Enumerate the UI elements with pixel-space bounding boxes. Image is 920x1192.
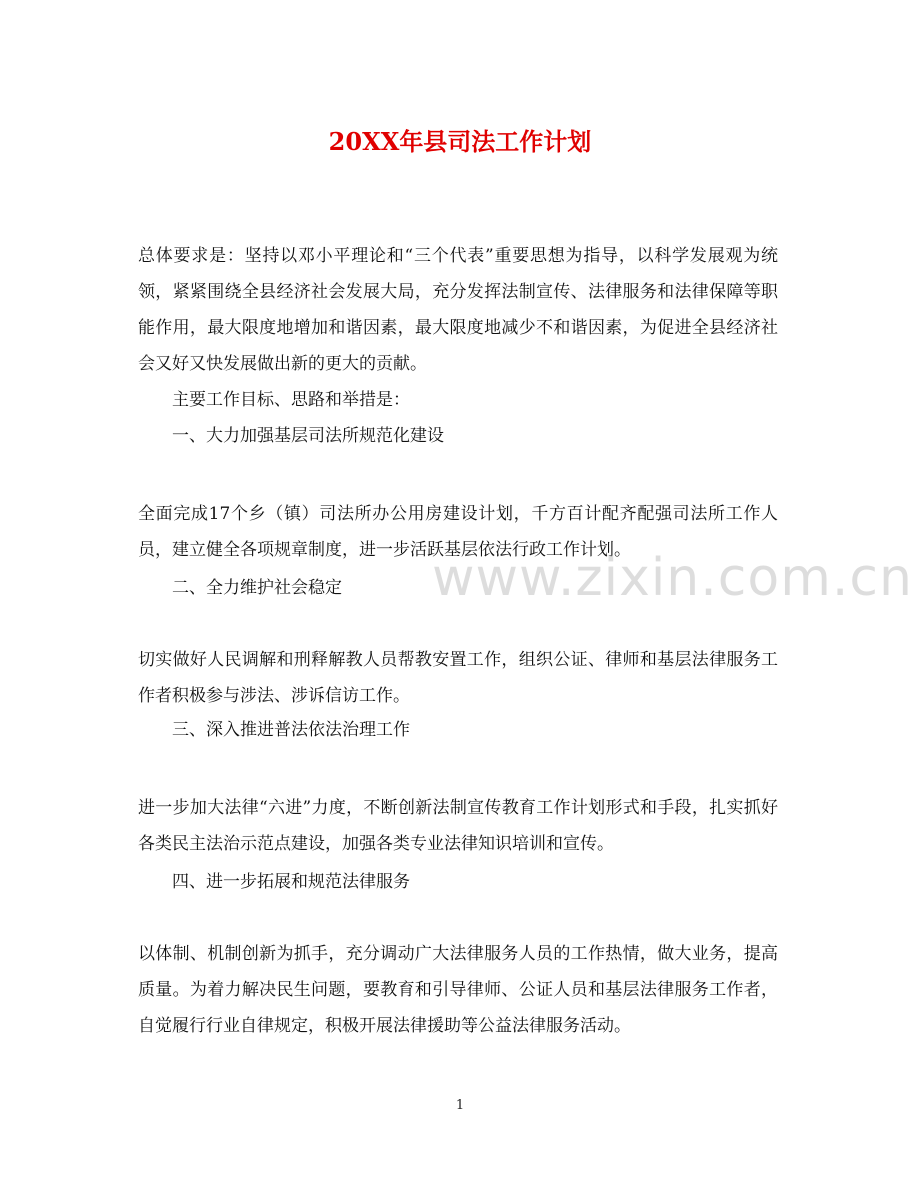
- page-number: 1: [455, 1098, 465, 1113]
- paragraph-section-2: 切实做好人民调解和刑释解教人员帮教安置工作，组织公证、律师和基层法律服务工作者积极参与涉法、涉诉信访工作。: [138, 650, 778, 706]
- section-heading-2: 二、全力维护社会稳定: [172, 578, 342, 598]
- paragraph-section-4: 以体制、机制创新为抓手，充分调动广大法律服务人员的工作热情，做大业务，提高质量。为着力解决民生问题，要教育和引导律师、公证人员和基层法律服务工作者，自觉履行行业自律规定，积极开展法律援助等公益法律服务活动。: [138, 944, 778, 1036]
- watermark: www.zixin.com.cn: [432, 548, 913, 608]
- section-heading-4: 四、进一步拓展和规范法律服务: [172, 872, 410, 892]
- paragraph-section-1: 全面完成17个乡（镇）司法所办公用房建设计划，千方百计配齐配强司法所工作人员，建立健全各项规章制度，进一步活跃基层依法行政工作计划。: [138, 504, 778, 560]
- document-title: 20XX年县司法工作计划: [328, 127, 592, 156]
- paragraph-main-goals: 主要工作目标、思路和举措是：: [172, 390, 410, 410]
- paragraph-section-3: 进一步加大法律“六进”力度，不断创新法制宣传教育工作计划形式和手段，扎实抓好各类民主法治示范点建设，加强各类专业法律知识培训和宣传。: [138, 798, 778, 854]
- section-heading-3: 三、深入推进普法依法治理工作: [172, 720, 410, 740]
- section-heading-1: 一、大力加强基层司法所规范化建设: [172, 426, 444, 446]
- paragraph-general-requirements: 总体要求是：坚持以邓小平理论和“三个代表”重要思想为指导，以科学发展观为统领，紧紧围绕全县经济社会发展大局，充分发挥法制宣传、法律服务和法律保障等职能作用，最大限度地增加和谐因素，最大限度地减少不和谐因素，为促进全县经济社会又好又快发展做出新的更大的贡献。: [138, 246, 778, 374]
